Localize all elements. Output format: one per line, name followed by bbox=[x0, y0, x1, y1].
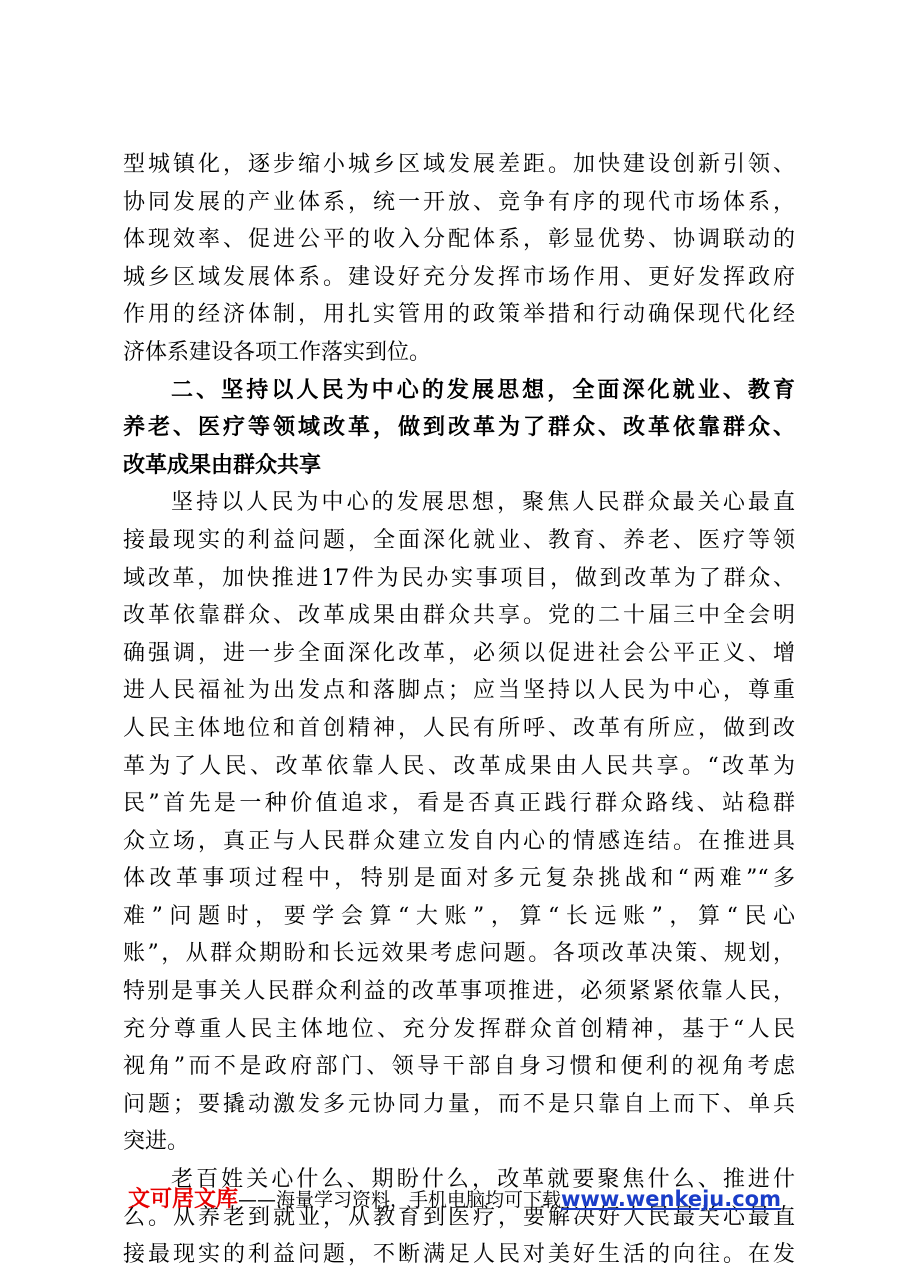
text-line: 革为了人民、改革依靠人民、改革成果由人民共享。“改革为 bbox=[123, 753, 795, 779]
text-line: 作用的经济体制，用扎实管用的政策举措和行动确保现代化经 bbox=[123, 302, 795, 328]
text-line: 人民主体地位和首创精神，人民有所呼、改革有所应，做到改 bbox=[123, 715, 795, 741]
footer-site-link[interactable]: www.wenkeju.com bbox=[561, 1187, 781, 1211]
text-line: 众立场，真正与人民群众建立发自内心的情感连结。在推进具 bbox=[123, 828, 795, 854]
text-line: 协同发展的产业体系，统一开放、竞争有序的现代市场体系， bbox=[123, 189, 795, 215]
text-line: 接最现实的利益问题，不断满足人民对美好生活的向往。在发 bbox=[123, 1242, 795, 1268]
heading-line: 改革成果由群众共享 bbox=[123, 452, 322, 478]
text-line: 账”，从群众期盼和长远效果考虑问题。各项改革决策、规划， bbox=[123, 941, 795, 967]
last-paragraph bbox=[123, 1161, 795, 1274]
text-line: 城乡区域发展体系。建设好充分发挥市场作用、更好发挥政府 bbox=[123, 264, 795, 290]
section-heading bbox=[123, 372, 795, 485]
text-line: 体现效率、促进公平的收入分配体系，彰显优势、协调联动的 bbox=[123, 227, 795, 253]
footer-slogan: ——海量学习资料，手机电脑均可下载 bbox=[238, 1189, 562, 1211]
text-line: 域改革，加快推进17件为民办实事项目，做到改革为了群众、 bbox=[123, 565, 795, 591]
footer-brand: 文可居文库 bbox=[128, 1187, 239, 1212]
heading-line: 二、坚持以人民为中心的发展思想，全面深化就业、教育 bbox=[171, 377, 795, 403]
heading-line: 养老、医疗等领域改革，做到改革为了群众、改革依靠群众、 bbox=[123, 415, 795, 441]
text-line: 视角”而不是政府部门、领导干部自身习惯和便利的视角考虑 bbox=[123, 1054, 795, 1080]
text-line: 进人民福祉为出发点和落脚点；应当坚持以人民为中心，尊重 bbox=[123, 678, 795, 704]
text-line: 确强调，进一步全面深化改革，必须以促进社会公平正义、增 bbox=[123, 640, 795, 666]
text-line: 特别是事关人民群众利益的改革事项推进，必须紧紧依靠人民， bbox=[123, 979, 795, 1005]
text-line: 民”首先是一种价值追求，看是否真正践行群众路线、站稳群 bbox=[123, 791, 795, 817]
text-line: 坚持以人民为中心的发展思想，聚焦人民群众最关心最直 bbox=[171, 490, 795, 516]
main-paragraph bbox=[123, 484, 795, 1161]
text-line: 体改革事项过程中，特别是面对多元复杂挑战和“两难”“多 bbox=[123, 866, 795, 892]
text-line: 充分尊重人民主体地位、充分发挥群众首创精神，基于“人民 bbox=[123, 1016, 795, 1042]
text-line: 难”问题时，要学会算“大账”，算“长远账”，算“民心 bbox=[123, 903, 795, 929]
intro-paragraph bbox=[123, 146, 795, 372]
text-line: 接最现实的利益问题，全面深化就业、教育、养老、医疗等领 bbox=[123, 527, 795, 553]
text-line: 突进。 bbox=[123, 1129, 190, 1155]
text-line: 老百姓关心什么、期盼什么，改革就要聚焦什么、推进什 bbox=[171, 1167, 795, 1193]
text-line: 问题；要撬动激发多元协同力量，而不是只靠自上而下、单兵 bbox=[123, 1091, 795, 1117]
text-line: 济体系建设各项工作落实到位。 bbox=[123, 339, 432, 365]
text-line: 型城镇化，逐步缩小城乡区域发展差距。加快建设创新引领、 bbox=[123, 152, 795, 177]
document-body bbox=[123, 146, 795, 1274]
footer-banner bbox=[0, 1182, 909, 1213]
text-line: 改革依靠群众、改革成果由群众共享。党的二十届三中全会明 bbox=[123, 603, 795, 629]
text-line: 么。从养老到就业，从教育到医疗，要解决好人民最关心最直 bbox=[123, 1204, 795, 1230]
